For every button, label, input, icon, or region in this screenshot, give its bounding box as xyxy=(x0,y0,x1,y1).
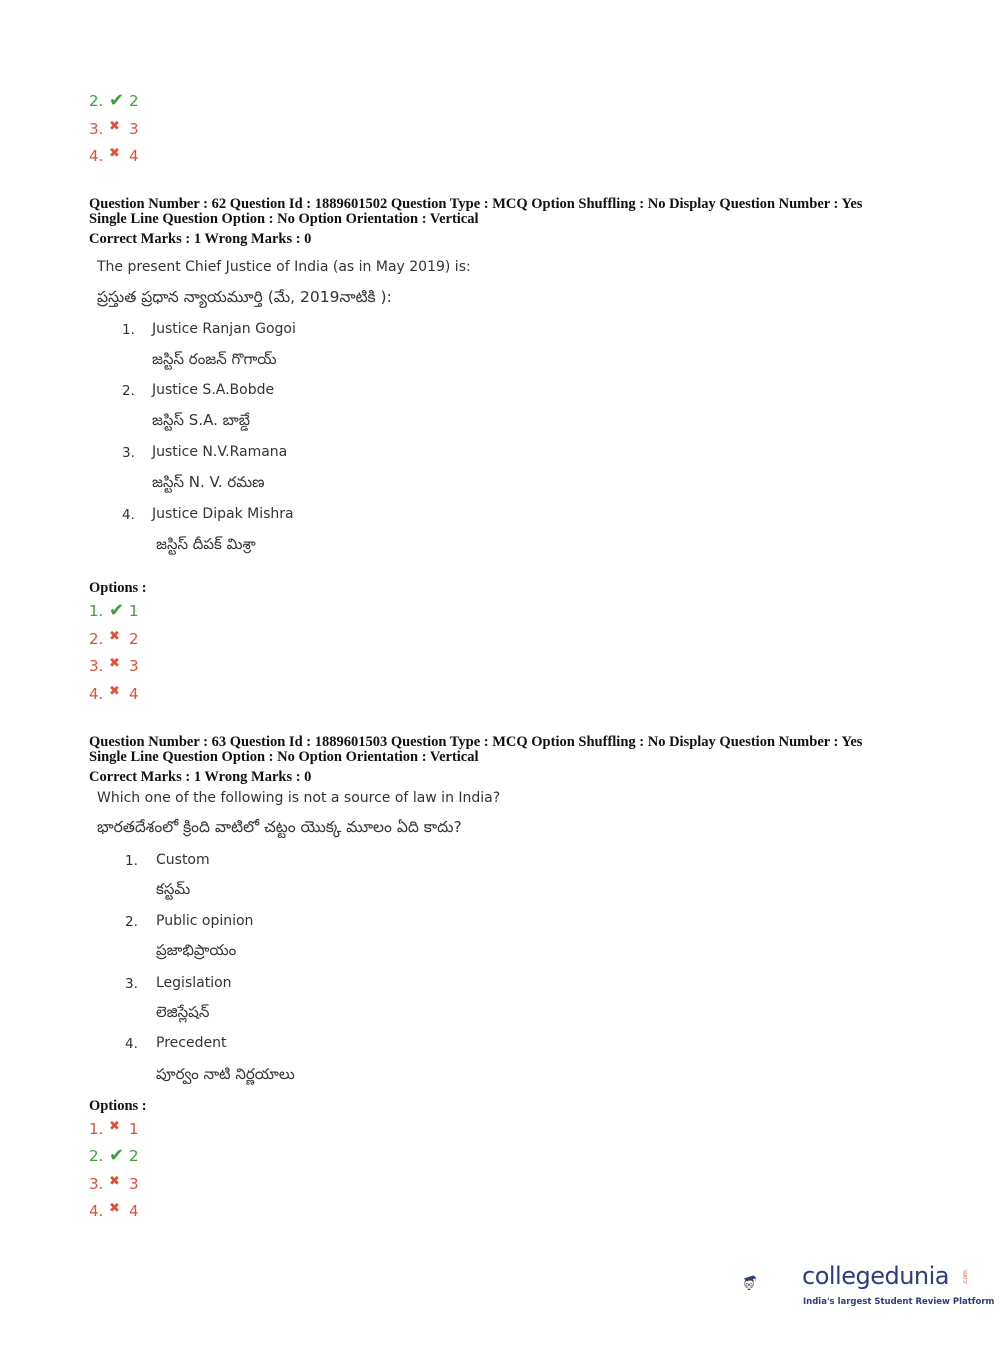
choice-text-telugu: ప్రజాభిప్రాయం xyxy=(156,941,237,959)
option-value: 3 xyxy=(129,120,139,138)
choice-number: 3. xyxy=(125,976,138,992)
choice-text-english: Justice N.V.Ramana xyxy=(152,444,288,460)
choice-number: 4. xyxy=(125,1036,138,1052)
option-row xyxy=(89,91,139,111)
choice-number: 4. xyxy=(122,507,135,523)
choice-text-telugu: జస్టిస్ రంజన్ గొగాయ్ xyxy=(152,350,277,368)
choice-text-telugu: జస్టిస్ దీపక్ మిశ్రా xyxy=(156,535,256,553)
choice-text-telugu: పూర్వం నాటి నిర్ణయాలు xyxy=(156,1065,295,1083)
option-number: 3. xyxy=(89,1175,104,1193)
option-value: 1 xyxy=(129,1120,139,1138)
option-row xyxy=(89,656,139,676)
option-value: 4 xyxy=(129,1202,139,1220)
check-icon: ✔ xyxy=(109,1145,125,1166)
option-value: 2 xyxy=(129,1147,139,1165)
option-row xyxy=(89,1119,139,1139)
question-meta: Question Number : 62 Question Id : 1889601502 Question Type : MCQ Option Shuffling : No Display Question Number : Yes xyxy=(89,196,863,212)
option-value: 1 xyxy=(129,602,139,620)
choice-text-telugu: జస్టిస్ N. V. రమణ xyxy=(152,473,265,491)
option-number: 2. xyxy=(89,1147,104,1165)
cross-icon: ✖ xyxy=(109,629,120,644)
choice-number: 2. xyxy=(125,914,138,930)
check-icon: ✔ xyxy=(109,600,125,621)
question-text-telugu: భారతదేశంలో క్రింది వాటిలో చట్టం యొక్క మూలం ఏది కాదు? xyxy=(97,818,462,836)
options-label: Options : xyxy=(89,1098,147,1114)
option-row xyxy=(89,1174,139,1194)
option-row xyxy=(89,1201,139,1221)
logo-suffix: .com xyxy=(961,1270,969,1285)
option-number: 3. xyxy=(89,657,104,675)
cross-icon: ✖ xyxy=(109,684,120,699)
question-marks: Correct Marks : 1 Wrong Marks : 0 xyxy=(89,231,312,247)
choice-number: 2. xyxy=(122,383,135,399)
option-row xyxy=(89,146,139,166)
choice-text-english: Legislation xyxy=(156,975,232,991)
option-row xyxy=(89,629,139,649)
choice-text-telugu: కస్టమ్ xyxy=(156,880,191,898)
options-label: Options : xyxy=(89,580,147,596)
choice-number: 1. xyxy=(122,322,135,338)
option-row xyxy=(89,1146,139,1166)
cross-icon: ✖ xyxy=(109,119,120,134)
option-number: 1. xyxy=(89,1120,104,1138)
cross-icon: ✖ xyxy=(109,1201,120,1216)
question-meta: Question Number : 63 Question Id : 1889601503 Question Type : MCQ Option Shuffling : No Display Question Number : Yes xyxy=(89,734,863,750)
option-value: 4 xyxy=(129,685,139,703)
option-value: 4 xyxy=(129,147,139,165)
choice-text-english: Public opinion xyxy=(156,913,254,929)
option-number: 4. xyxy=(89,147,104,165)
option-value: 2 xyxy=(129,630,139,648)
option-value: 3 xyxy=(129,657,139,675)
option-number: 4. xyxy=(89,1202,104,1220)
question-marks: Correct Marks : 1 Wrong Marks : 0 xyxy=(89,769,312,785)
option-value: 2 xyxy=(129,92,139,110)
collegedunia-logo-icon xyxy=(742,1250,802,1316)
option-number: 1. xyxy=(89,602,104,620)
cross-icon: ✖ xyxy=(109,656,120,671)
question-text-telugu: ప్రస్తుత ప్రధాన న్యాయమూర్తి (మే, 2019నాటికి ): xyxy=(97,288,392,306)
question-text-english: Which one of the following is not a source of law in India? xyxy=(97,790,501,806)
question-text-english: The present Chief Justice of India (as in May 2019) is: xyxy=(97,259,471,275)
option-number: 2. xyxy=(89,92,104,110)
question-meta: Single Line Question Option : No Option Orientation : Vertical xyxy=(89,211,479,227)
question-meta: Single Line Question Option : No Option Orientation : Vertical xyxy=(89,749,479,765)
option-row xyxy=(89,684,139,704)
logo-tagline: India's largest Student Review Platform xyxy=(803,1297,995,1307)
option-row xyxy=(89,119,139,139)
cross-icon: ✖ xyxy=(109,1174,120,1189)
choice-number: 3. xyxy=(122,445,135,461)
choice-text-english: Custom xyxy=(156,852,210,868)
choice-text-english: Justice Dipak Mishra xyxy=(152,506,294,522)
option-value: 3 xyxy=(129,1175,139,1193)
option-number: 4. xyxy=(89,685,104,703)
choice-number: 1. xyxy=(125,853,138,869)
choice-text-english: Precedent xyxy=(156,1035,227,1051)
choice-text-telugu: జస్టిస్ S.A. బాబ్డే xyxy=(152,411,250,429)
logo-wordmark: collegedunia xyxy=(802,1262,950,1290)
check-icon: ✔ xyxy=(109,90,125,111)
choice-text-english: Justice S.A.Bobde xyxy=(152,382,275,398)
cross-icon: ✖ xyxy=(109,146,120,161)
cross-icon: ✖ xyxy=(109,1119,120,1134)
option-number: 2. xyxy=(89,630,104,648)
option-row xyxy=(89,601,139,621)
option-number: 3. xyxy=(89,120,104,138)
choice-text-english: Justice Ranjan Gogoi xyxy=(152,321,296,337)
choice-text-telugu: లెజిస్లేషన్ xyxy=(156,1003,210,1021)
